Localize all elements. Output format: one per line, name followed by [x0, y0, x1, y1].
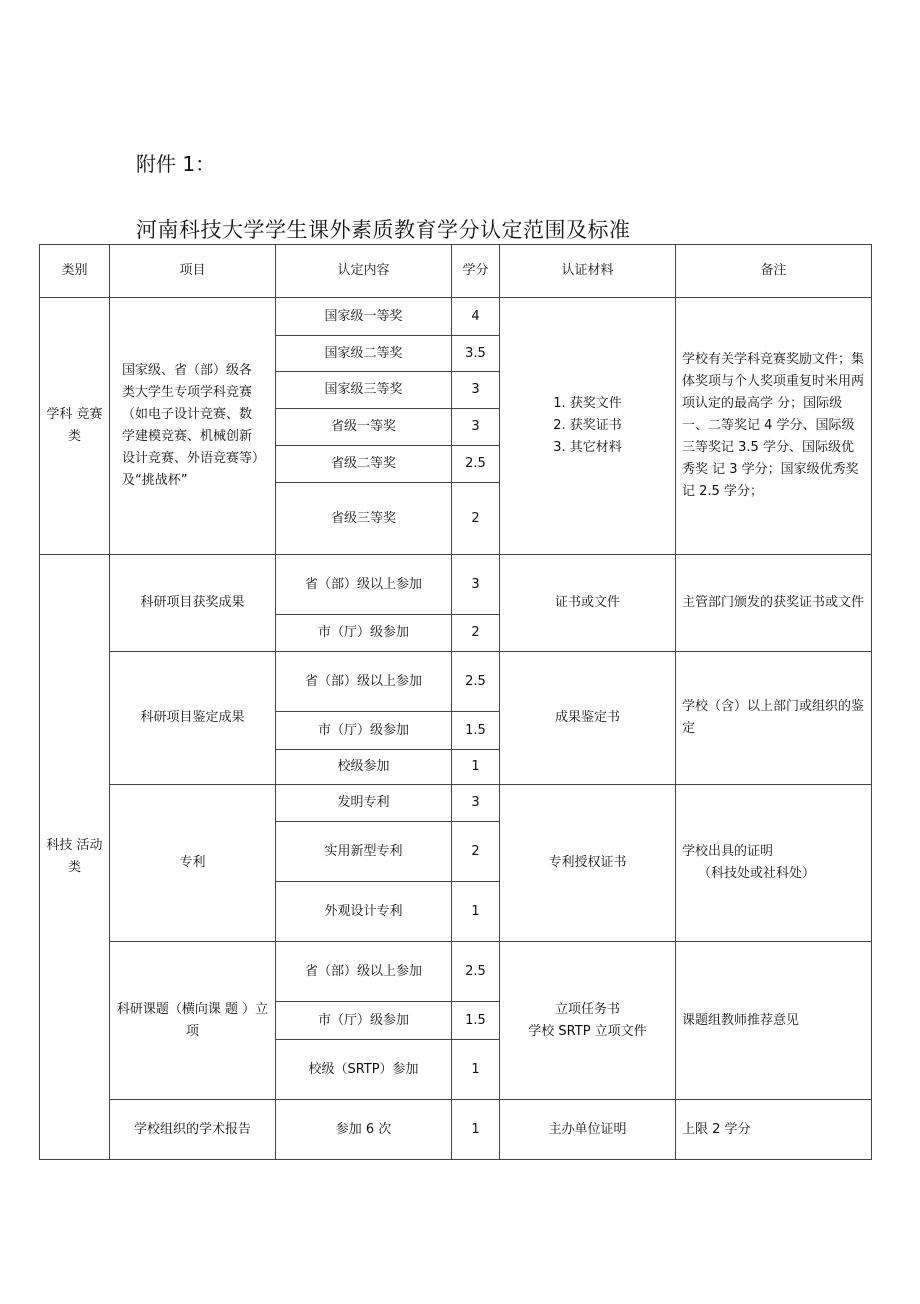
material-cell: 成果鉴定书: [500, 652, 676, 785]
material-line: 2. 获奖证书: [553, 418, 622, 433]
table-row: [40, 785, 872, 822]
content-cell: 省（部）级以上参加: [276, 942, 452, 1002]
material-cell: 证书或文件: [500, 555, 676, 652]
content-cell: 市（厅）级参加: [276, 615, 452, 652]
table-row: [40, 652, 872, 712]
credit-cell: 3: [452, 409, 500, 446]
content-cell: 省级二等奖: [276, 446, 452, 483]
project-cell: 科研项目获奖成果: [110, 555, 276, 652]
note-line: （科技处或社科处）: [698, 866, 816, 881]
category-cell: 科技 活动类: [40, 555, 110, 1160]
credit-cell: 3: [452, 555, 500, 615]
header-content: 认定内容: [276, 245, 452, 298]
material-cell: [500, 942, 676, 1100]
credit-cell: 1: [452, 750, 500, 785]
note-cell: 学校（含）以上部门或组织的鉴定: [676, 652, 872, 785]
header-material: 认证材料: [500, 245, 676, 298]
attachment-label: 附件 1：: [136, 152, 216, 176]
content-cell: 市（厅）级参加: [276, 1002, 452, 1040]
credit-cell: 3: [452, 785, 500, 822]
credit-cell: 3: [452, 372, 500, 409]
content-cell: 省级三等奖: [276, 483, 452, 555]
table-row: [40, 942, 872, 1002]
project-cell: 国家级、省（部）级各类大学生专项学科竞赛（如电子设计竞赛、数学建模竞赛、机械创新设计竞赛、外语竞赛等）及“挑战杯”: [110, 298, 276, 555]
project-cell: 专利: [110, 785, 276, 942]
note-cell: [676, 785, 872, 942]
content-cell: 校级参加: [276, 750, 452, 785]
credit-cell: 2: [452, 615, 500, 652]
project-cell: 科研项目鉴定成果: [110, 652, 276, 785]
credit-cell: 4: [452, 298, 500, 336]
note-cell: 上限 2 学分: [676, 1100, 872, 1160]
category-cell: 学科 竞赛类: [40, 298, 110, 555]
content-cell: 国家级三等奖: [276, 372, 452, 409]
content-cell: 省（部）级以上参加: [276, 555, 452, 615]
header-category: 类别: [40, 245, 110, 298]
credit-cell: 2.5: [452, 652, 500, 712]
credit-cell: 2.5: [452, 942, 500, 1002]
note-cell: 主管部门颁发的获奖证书或文件: [676, 555, 872, 652]
credit-cell: 1.5: [452, 712, 500, 750]
content-cell: 参加 6 次: [276, 1100, 452, 1160]
table-row: [40, 555, 872, 615]
material-line: 学校 SRTP 立项文件: [528, 1023, 647, 1039]
credit-cell: 3.5: [452, 336, 500, 372]
material-line: 1. 获奖文件: [553, 396, 622, 411]
material-line: 3. 其它材料: [553, 440, 622, 455]
credit-cell: 1: [452, 1040, 500, 1100]
credit-cell: 2: [452, 822, 500, 882]
credit-cell: 1.5: [452, 1002, 500, 1040]
content-cell: 国家级一等奖: [276, 298, 452, 336]
credit-cell: 2: [452, 483, 500, 555]
material-cell: 主办单位证明: [500, 1100, 676, 1160]
note-cell: 学校有关学科竞赛奖励文件；集体奖项与个人奖项重复时米用两项认定的最高学 分；国际级一、二等奖记 4 学分、国际级三等奖记 3.5 学分、国际级优秀奖 记 3 学分；国家级优秀奖 记 2.5 学分；: [676, 298, 872, 555]
content-cell: 省级一等奖: [276, 409, 452, 446]
header-project: 项目: [110, 245, 276, 298]
credit-cell: 1: [452, 882, 500, 942]
content-cell: 外观设计专利: [276, 882, 452, 942]
content-cell: 市（厅）级参加: [276, 712, 452, 750]
header-note: 备注: [676, 245, 872, 298]
project-cell: 科研课题（横向课 题 ）立项: [110, 942, 276, 1100]
table-header-row: [40, 245, 872, 298]
project-cell: 学校组织的学术报告: [110, 1100, 276, 1160]
material-line: 立项任务书: [554, 1001, 620, 1017]
content-cell: 省（部）级以上参加: [276, 652, 452, 712]
credit-cell: 2.5: [452, 446, 500, 483]
note-cell: 课题组教师推荐意见: [676, 942, 872, 1100]
content-cell: 校级（SRTP）参加: [276, 1040, 452, 1100]
credit-cell: 1: [452, 1100, 500, 1160]
document-title: 河南科技大学学生课外素质教育学分认定范围及标准: [136, 218, 631, 242]
content-cell: 实用新型专利: [276, 822, 452, 882]
content-cell: 国家级二等奖: [276, 336, 452, 372]
material-cell: [500, 298, 676, 555]
header-credit: 学分: [452, 245, 500, 298]
credit-table: [39, 244, 872, 1160]
content-cell: 发明专利: [276, 785, 452, 822]
note-line: 学校出具的证明: [682, 844, 774, 859]
table-row: [40, 1100, 872, 1160]
material-cell: 专利授权证书: [500, 785, 676, 942]
table-row: [40, 298, 872, 336]
